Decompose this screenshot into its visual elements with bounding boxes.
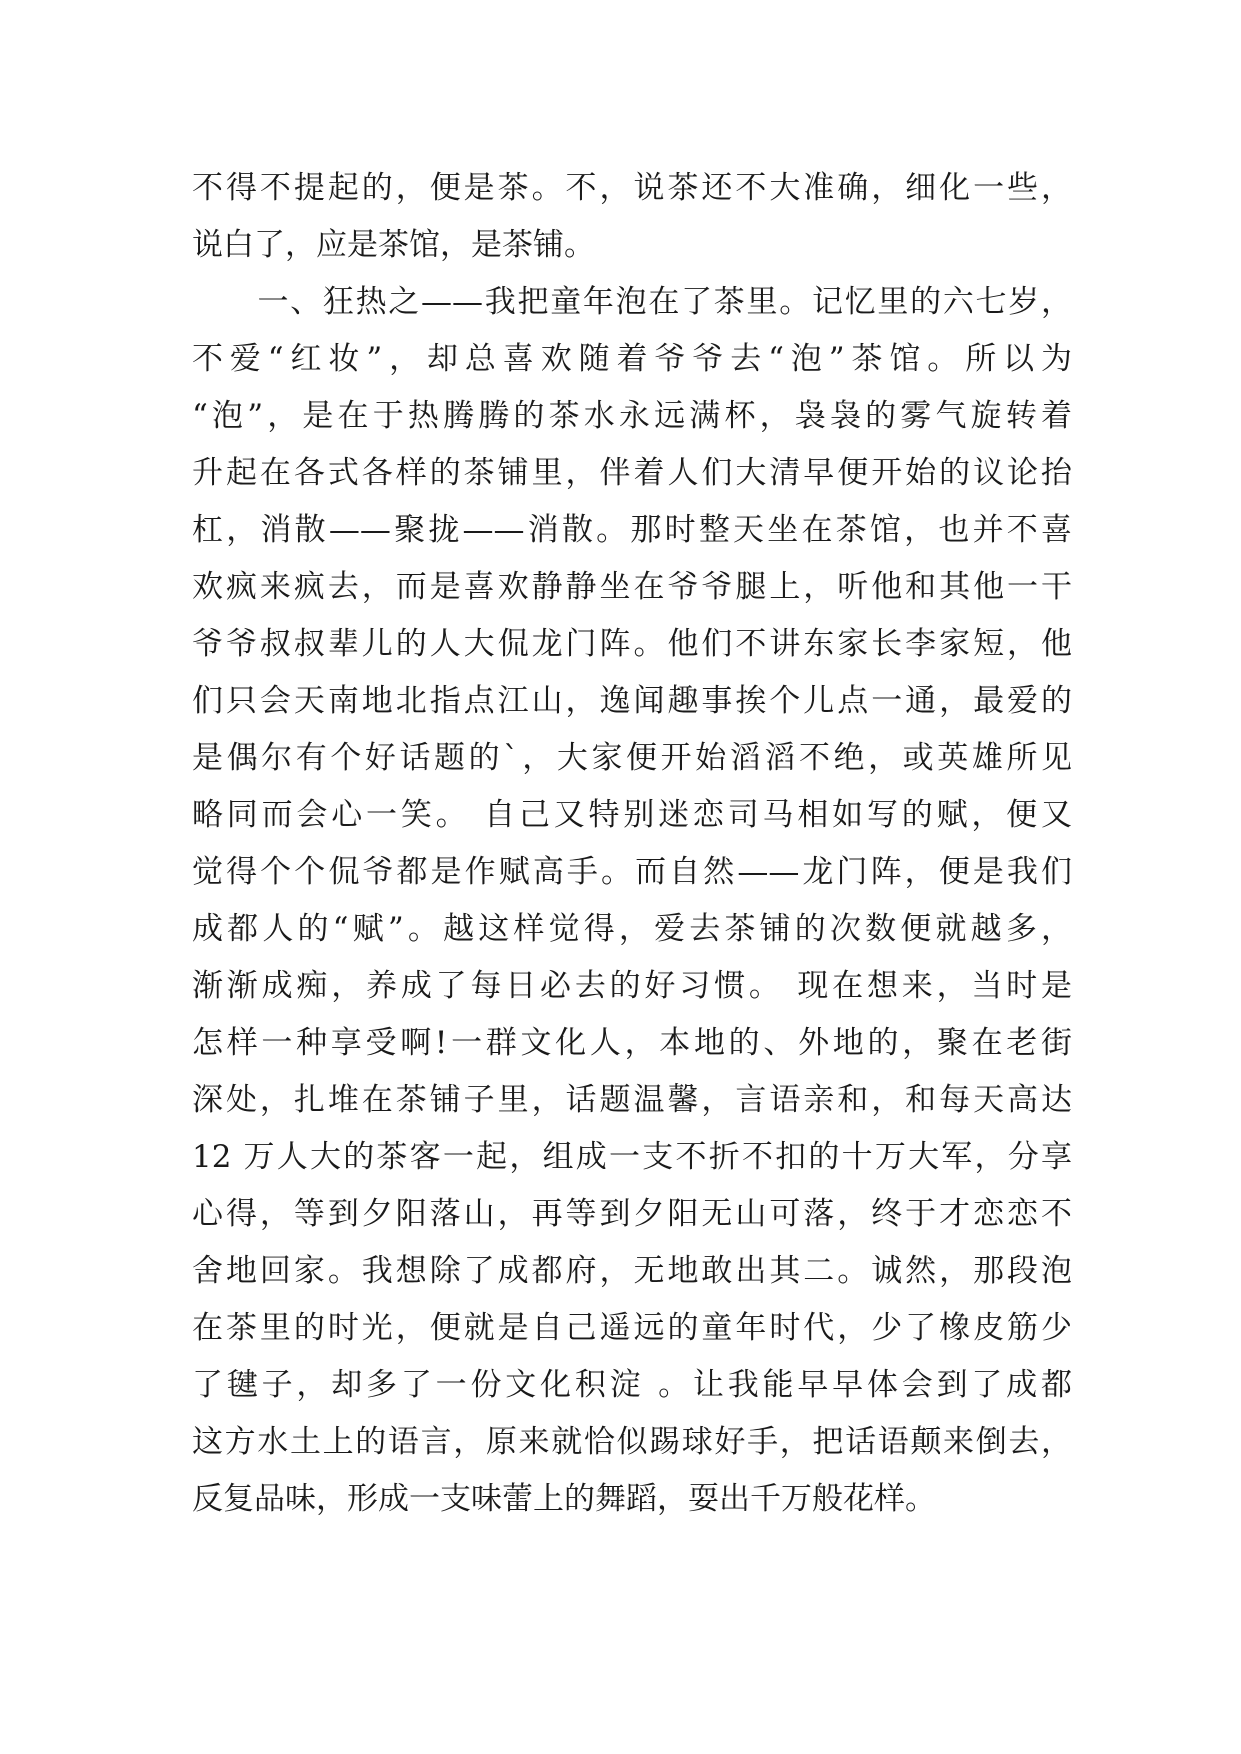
text-line: 深处，扎堆在茶铺子里，话题温馨，言语亲和，和每天高达 [192,1082,1072,1118]
text-line: 杠，消散——聚拢——消散。那时整天坐在茶馆，也并不喜 [192,512,1072,548]
text-line: 一、狂热之——我把童年泡在了茶里。记忆里的六七岁， [192,284,1072,320]
text-line: 升起在各式各样的茶铺里，伴着人们大清早便开始的议论抬 [192,455,1072,491]
text-line: 不得不提起的，便是茶。不，说茶还不大准确，细化一些， [192,170,1072,206]
text-line: 欢疯来疯去，而是喜欢静静坐在爷爷腿上，听他和其他一干 [192,569,1072,605]
text-line: “泡”，是在于热腾腾的茶水永远满杯，袅袅的雾气旋转着 [192,398,1072,434]
text-line: 12 万人大的茶客一起，组成一支不折不扣的十万大军，分享 [192,1139,1072,1175]
text-line: 心得，等到夕阳落山，再等到夕阳无山可落，终于才恋恋不 [192,1196,1072,1232]
text-line: 觉得个个侃爷都是作赋高手。而自然——龙门阵，便是我们 [192,854,1072,890]
text-line: 这方水土上的语言，原来就恰似踢球好手，把话语颠来倒去， [192,1424,1072,1460]
text-line: 了毽子，却多了一份文化积淀 。让我能早早体会到了成都 [192,1367,1072,1403]
text-line: 说白了，应是茶馆，是茶铺。 [192,227,595,263]
text-line: 爷爷叔叔辈儿的人大侃龙门阵。他们不讲东家长李家短，他 [192,626,1072,662]
text-line: 不爱“红妆”，却总喜欢随着爷爷去“泡”茶馆。所以为 [192,341,1072,377]
text-line: 略同而会心一笑。 自己又特别迷恋司马相如写的赋，便又 [192,797,1072,833]
text-line: 是偶尔有个好话题的`，大家便开始滔滔不绝，或英雄所见 [192,740,1072,776]
text-line: 成都人的“赋”。越这样觉得，爱去茶铺的次数便就越多， [192,911,1072,947]
body-text [192,160,1072,1528]
text-line: 反复品味，形成一支味蕾上的舞蹈，耍出千万般花样。 [192,1481,936,1517]
text-line: 在茶里的时光，便就是自己遥远的童年时代，少了橡皮筋少 [192,1310,1072,1346]
text-line: 们只会天南地北指点江山，逸闻趣事挨个儿点一通，最爱的 [192,683,1072,719]
text-line: 怎样一种享受啊!一群文化人，本地的、外地的，聚在老街 [192,1025,1072,1061]
text-line: 渐渐成痴，养成了每日必去的好习惯。 现在想来，当时是 [192,968,1072,1004]
text-line: 舍地回家。我想除了成都府，无地敢出其二。诚然，那段泡 [192,1253,1072,1289]
